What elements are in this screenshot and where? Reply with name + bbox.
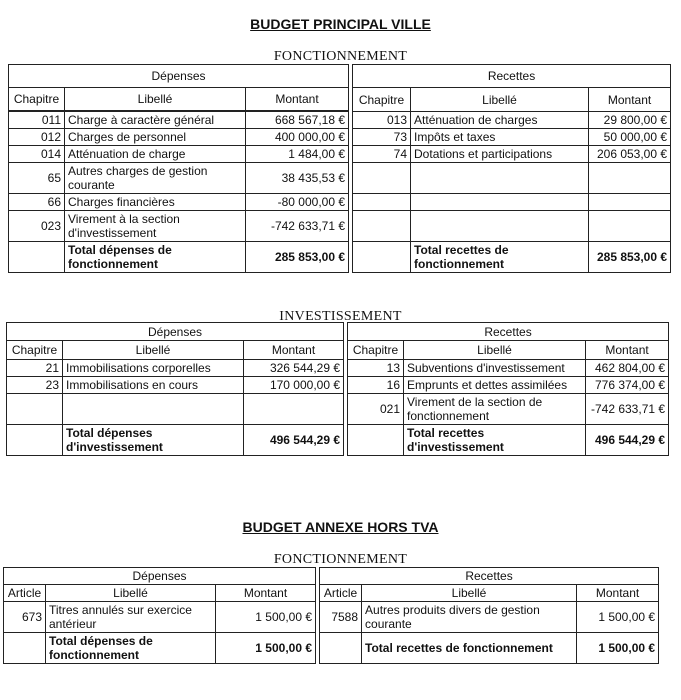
chapitre-cell: 21	[7, 360, 63, 377]
montant-header: Montant	[577, 585, 659, 602]
recettes-header: Recettes	[353, 65, 671, 88]
libelle-cell: Autres charges de gestion courante	[65, 163, 246, 194]
total-depenses-amount: 285 853,00 €	[246, 242, 349, 273]
chapitre-cell: 023	[9, 211, 65, 242]
libelle-header: Libellé	[65, 88, 246, 111]
montant-cell: 326 544,29 €	[244, 360, 344, 377]
investissement-table	[6, 322, 669, 456]
total-depenses-label: Total dépenses de fonctionnement	[46, 633, 216, 664]
article-cell: 7588	[320, 602, 362, 633]
depenses-header: Dépenses	[9, 65, 349, 88]
table-row	[4, 602, 659, 633]
table-row	[7, 394, 669, 425]
montant-cell: 1 500,00 €	[577, 602, 659, 633]
table-row	[9, 163, 671, 194]
libelle-cell: Charge à caractère général	[65, 112, 246, 129]
libelle-cell: Immobilisations en cours	[63, 377, 244, 394]
libelle-cell: Titres annulés sur exercice antérieur	[46, 602, 216, 633]
table-row	[7, 377, 669, 394]
libelle-header: Libellé	[46, 585, 216, 602]
chapitre-cell: 74	[353, 146, 411, 163]
chapitre-header: Chapitre	[353, 88, 411, 112]
recettes-header: Recettes	[320, 568, 659, 585]
libelle-cell: Immobilisations corporelles	[63, 360, 244, 377]
montant-header: Montant	[589, 88, 671, 112]
total-recettes-label: Total recettes de fonctionnement	[411, 242, 589, 273]
table-row	[9, 211, 671, 242]
chapitre-cell: 014	[9, 146, 65, 163]
montant-cell: 50 000,00 €	[589, 129, 671, 146]
article-header: Article	[320, 585, 362, 602]
libelle-cell: Atténuation de charges	[411, 112, 589, 129]
libelle-header: Libellé	[411, 88, 589, 112]
chapitre-cell: 73	[353, 129, 411, 146]
libelle-cell: Charges de personnel	[65, 129, 246, 146]
libelle-cell: Charges financières	[65, 194, 246, 211]
section-title-fonctionnement: FONCTIONNEMENT	[273, 49, 408, 64]
chapitre-header: Chapitre	[348, 341, 404, 360]
total-depenses-amount: 496 544,29 €	[244, 425, 344, 456]
depenses-header: Dépenses	[4, 568, 316, 585]
chapitre-cell: 16	[348, 377, 404, 394]
chapitre-cell: 021	[348, 394, 404, 425]
montant-cell: 400 000,00 €	[246, 129, 349, 146]
table-row	[9, 194, 671, 211]
annex-title: BUDGET ANNEXE HORS TVA	[242, 519, 439, 535]
total-depenses-label: Total dépenses de fonctionnement	[65, 242, 246, 273]
total-depenses-amount: 1 500,00 €	[216, 633, 316, 664]
montant-cell: 206 053,00 €	[589, 146, 671, 163]
libelle-cell: Virement à la section d'investissement	[65, 211, 246, 242]
montant-cell: -742 633,71 €	[586, 394, 669, 425]
libelle-cell: Emprunts et dettes assimilées	[404, 377, 586, 394]
montant-cell: 1 484,00 €	[246, 146, 349, 163]
libelle-header: Libellé	[63, 341, 244, 360]
table-row	[9, 129, 671, 146]
table-row	[7, 360, 669, 377]
libelle-cell: Virement de la section de fonctionnement	[404, 394, 586, 425]
montant-cell: 29 800,00 €	[589, 112, 671, 129]
libelle-cell: Impôts et taxes	[411, 129, 589, 146]
montant-header: Montant	[216, 585, 316, 602]
article-cell: 673	[4, 602, 46, 633]
chapitre-cell: 013	[353, 112, 411, 129]
total-recettes-label: Total recettes d'investissement	[404, 425, 586, 456]
montant-cell: 170 000,00 €	[244, 377, 344, 394]
chapitre-cell: 65	[9, 163, 65, 194]
chapitre-header: Chapitre	[7, 341, 63, 360]
total-recettes-amount: 285 853,00 €	[589, 242, 671, 273]
table-row	[9, 112, 671, 129]
libelle-header: Libellé	[404, 341, 586, 360]
chapitre-cell: 13	[348, 360, 404, 377]
total-row	[4, 633, 659, 664]
libelle-cell: Autres produits divers de gestion courante	[362, 602, 577, 633]
chapitre-cell: 23	[7, 377, 63, 394]
montant-cell: 462 804,00 €	[586, 360, 669, 377]
chapitre-cell: 66	[9, 194, 65, 211]
chapitre-cell: 012	[9, 129, 65, 146]
depenses-header: Dépenses	[7, 323, 344, 341]
libelle-cell: Subventions d'investissement	[404, 360, 586, 377]
montant-header: Montant	[244, 341, 344, 360]
section-title-investissement: INVESTISSEMENT	[279, 309, 402, 324]
total-recettes-amount: 496 544,29 €	[586, 425, 669, 456]
chapitre-header: Chapitre	[9, 88, 65, 111]
libelle-header: Libellé	[362, 585, 577, 602]
article-header: Article	[4, 585, 46, 602]
section-title-annexe-fonctionnement: FONCTIONNEMENT	[273, 552, 408, 567]
table-row	[9, 146, 671, 163]
total-row	[7, 425, 669, 456]
montant-cell: -742 633,71 €	[246, 211, 349, 242]
montant-cell: -80 000,00 €	[246, 194, 349, 211]
total-recettes-amount: 1 500,00 €	[577, 633, 659, 664]
recettes-header: Recettes	[348, 323, 669, 341]
chapitre-cell: 011	[9, 112, 65, 129]
total-recettes-label: Total recettes de fonctionnement	[362, 633, 577, 664]
montant-header: Montant	[586, 341, 669, 360]
libelle-cell: Dotations et participations	[411, 146, 589, 163]
main-title: BUDGET PRINCIPAL VILLE	[250, 16, 431, 32]
libelle-cell: Atténuation de charge	[65, 146, 246, 163]
montant-cell: 668 567,18 €	[246, 112, 349, 129]
fonctionnement-table	[8, 64, 671, 273]
total-row	[9, 242, 671, 273]
total-depenses-label: Total dépenses d'investissement	[63, 425, 244, 456]
montant-cell: 1 500,00 €	[216, 602, 316, 633]
montant-header: Montant	[246, 88, 349, 111]
annexe-table	[3, 567, 659, 664]
montant-cell: 38 435,53 €	[246, 163, 349, 194]
montant-cell: 776 374,00 €	[586, 377, 669, 394]
